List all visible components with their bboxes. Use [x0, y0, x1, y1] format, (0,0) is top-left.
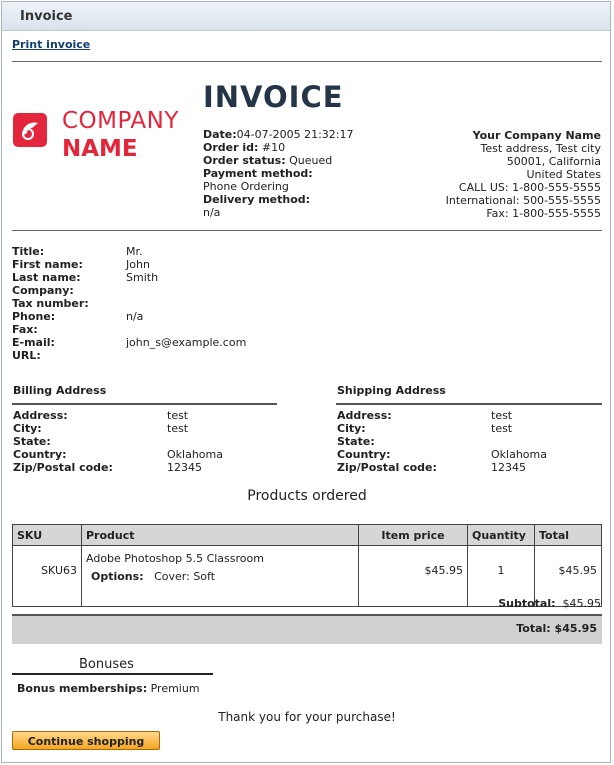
shipping-address-heading: Shipping Address: [337, 384, 446, 397]
billing-state-label: State:: [13, 435, 51, 448]
billing-zip-label: Zip/Postal code:: [13, 461, 113, 474]
subtotal-value: $45.95: [562, 597, 601, 610]
bonus-memberships-label: Bonus memberships:: [17, 682, 148, 695]
invoice-details: [203, 128, 354, 219]
shipping-divider: [336, 403, 602, 405]
col-sku: SKU: [13, 525, 82, 546]
shipping-address-label: Address:: [337, 409, 392, 422]
total-value: $45.95: [554, 622, 597, 635]
subtotal-label: Subtotal:: [498, 597, 556, 610]
bonus-memberships-value: Premium: [150, 682, 200, 695]
shipping-country-value: Oklahoma: [491, 448, 547, 461]
logo-line1: COMPANY: [62, 108, 179, 134]
phone-value: n/a: [126, 310, 144, 323]
title-label: Title:: [12, 245, 45, 258]
row-product-name: Adobe Photoshop 5.5 Classroom: [86, 552, 264, 565]
continue-shopping-button[interactable]: Continue shopping: [12, 731, 160, 750]
row-quantity: 1: [468, 546, 535, 607]
customer-values: [126, 245, 246, 349]
fax-label: Fax:: [12, 323, 38, 336]
title-value: Mr.: [126, 245, 143, 258]
company-info: [446, 129, 601, 220]
subtotal: [498, 597, 601, 610]
first-name-label: First name:: [12, 258, 83, 271]
url-label: URL:: [12, 349, 41, 362]
date-label: Date:: [203, 128, 237, 141]
window-titlebar: [2, 2, 610, 31]
shipping-city-value: test: [491, 422, 513, 435]
email-label: E-mail:: [12, 336, 55, 349]
logo-line2: NAME: [62, 136, 138, 162]
company-zip-state: 50001, California: [506, 155, 601, 168]
header-divider: [12, 230, 602, 231]
billing-divider: [12, 403, 277, 405]
products-heading: Products ordered: [247, 488, 367, 504]
company-international: International: 500-555-5555: [445, 194, 601, 207]
phone-label: Phone:: [12, 310, 56, 323]
company-label: Company:: [12, 284, 74, 297]
print-invoice-link[interactable]: Print invoice: [12, 38, 91, 51]
billing-address-heading: Billing Address: [13, 384, 107, 397]
total-bar: [12, 614, 602, 644]
billing-country-value: Oklahoma: [167, 448, 223, 461]
last-name-value: Smith: [126, 271, 159, 284]
bonuses-divider: [12, 673, 213, 675]
shipping-state-label: State:: [337, 435, 375, 448]
col-item-price: Item price: [359, 525, 468, 546]
col-total: Total: [535, 525, 602, 546]
shipping-address-value: test: [491, 409, 513, 422]
delivery-method-label: Delivery method:: [203, 193, 311, 206]
billing-labels: [13, 409, 113, 474]
tax-number-label: Tax number:: [12, 297, 89, 310]
billing-address-value: test: [167, 409, 189, 422]
shipping-country-label: Country:: [337, 448, 391, 461]
delivery-method-value: n/a: [203, 206, 221, 219]
col-quantity: Quantity: [468, 525, 535, 546]
payment-method-label: Payment method:: [203, 167, 313, 180]
row-sku: SKU63: [13, 546, 82, 607]
company-country: United States: [526, 168, 601, 181]
company-logo-icon: [13, 113, 47, 147]
order-status-value: Queued: [289, 154, 333, 167]
total-label: Total:: [516, 622, 551, 635]
top-divider: [12, 61, 602, 62]
row-product: [82, 546, 359, 607]
order-id-label: Order id:: [203, 141, 259, 154]
order-id-value: #10: [261, 141, 286, 154]
shipping-city-label: City:: [337, 422, 366, 435]
billing-values: [167, 409, 223, 474]
billing-zip-value: 12345: [167, 461, 202, 474]
billing-city-label: City:: [13, 422, 42, 435]
bonus-memberships: [17, 682, 200, 695]
row-price: $45.95: [359, 546, 468, 607]
customer-labels: [12, 245, 89, 362]
billing-city-value: test: [167, 422, 189, 435]
thank-you-message: Thank you for your purchase!: [218, 710, 396, 724]
billing-address-label: Address:: [13, 409, 68, 422]
email-value: john_s@example.com: [126, 336, 247, 349]
products-table: [12, 524, 602, 607]
date-value: 04-07-2005 21:32:17: [236, 128, 354, 141]
row-options-value: Cover: Soft: [154, 570, 216, 583]
shipping-zip-label: Zip/Postal code:: [337, 461, 437, 474]
order-status-label: Order status:: [203, 154, 286, 167]
shipping-labels: [337, 409, 437, 474]
shipping-zip-value: 12345: [491, 461, 526, 474]
company-address: Test address, Test city: [480, 142, 601, 155]
shipping-values: [491, 409, 547, 474]
payment-method-value: Phone Ordering: [203, 180, 289, 193]
col-product: Product: [82, 525, 359, 546]
row-options-label: Options:: [91, 570, 144, 583]
invoice-heading: INVOICE: [203, 80, 344, 114]
company-name: Your Company Name: [472, 129, 601, 142]
billing-country-label: Country:: [13, 448, 67, 461]
window-title: Invoice: [20, 9, 73, 24]
grand-total: [516, 622, 597, 635]
company-fax: Fax: 1-800-555-5555: [486, 207, 601, 220]
row-total: $45.95: [535, 546, 602, 607]
last-name-label: Last name:: [12, 271, 81, 284]
company-phone: CALL US: 1-800-555-5555: [458, 181, 601, 194]
bonuses-heading: Bonuses: [79, 657, 134, 672]
products-header-row: [13, 525, 602, 546]
first-name-value: John: [126, 258, 150, 271]
